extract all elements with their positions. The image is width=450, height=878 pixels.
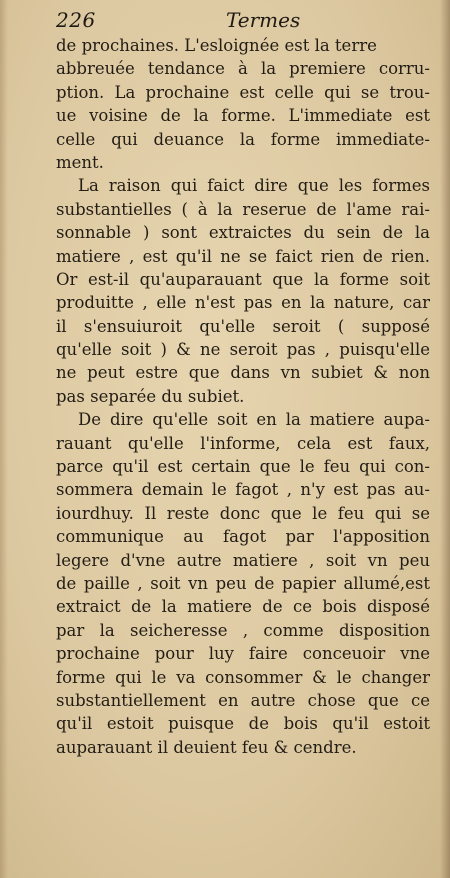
text-line: abbreuée tendance à la premiere corru- bbox=[56, 59, 430, 79]
text-line: de paille , soit vn peu de papier allumé,est bbox=[56, 573, 430, 593]
text-line: pas separée du subiet. bbox=[56, 386, 245, 406]
text-line: extraict de la matiere de ce bois disposé bbox=[56, 597, 430, 617]
text-line: legere d'vne autre matiere , soit vn peu bbox=[56, 550, 430, 570]
text-line: ption. La prochaine est celle qui se trou- bbox=[56, 82, 430, 102]
text-line: prochaine pour luy faire conceuoir vne bbox=[56, 644, 430, 664]
page-edge-shadow bbox=[0, 0, 8, 878]
text-line: substantielles ( à la reserue de l'ame rai- bbox=[56, 199, 430, 219]
text-line: parce qu'il est certain que le feu qui con- bbox=[56, 457, 430, 477]
page-header bbox=[56, 6, 430, 32]
text-line: substantiellement en autre chose que ce bbox=[56, 690, 430, 710]
text-line: auparauant il deuient feu & cendre. bbox=[56, 737, 357, 757]
text-line: ne peut estre que dans vn subiet & non bbox=[56, 363, 430, 383]
page-gutter-shadow bbox=[440, 0, 450, 878]
text-line: celle qui deuance la forme immediate- bbox=[56, 129, 430, 149]
text-line: iourdhuy. Il reste donc que le feu qui se bbox=[56, 503, 430, 523]
text-line: forme qui le va consommer & le changer bbox=[56, 667, 430, 687]
text-line: produitte , elle n'est pas en la nature, car bbox=[56, 293, 430, 313]
paragraph-start-line: De dire qu'elle soit en la matiere aupa- bbox=[78, 410, 430, 430]
text-line: rauant qu'elle l'informe, cela est faux, bbox=[56, 433, 430, 453]
text-line: il s'ensuiuroit qu'elle seroit ( supposé bbox=[56, 316, 430, 336]
text-line: Or est-il qu'auparauant que la forme soit bbox=[56, 269, 430, 289]
text-line: de prochaines. L'esloignée est la terre bbox=[56, 36, 377, 55]
text-line: sommera demain le fagot , n'y est pas au- bbox=[56, 480, 430, 500]
body-text bbox=[56, 34, 430, 759]
text-line: ue voisine de la forme. L'immediate est bbox=[56, 106, 430, 126]
text-line: matiere , est qu'il ne se faict rien de rien. bbox=[56, 246, 430, 266]
page-number: 226 bbox=[56, 8, 96, 32]
paragraph-start-line: La raison qui faict dire que les formes bbox=[78, 176, 430, 196]
text-line: par la seicheresse , comme disposition bbox=[56, 620, 430, 640]
text-line: qu'il estoit puisque de bois qu'il estoit bbox=[56, 714, 430, 734]
running-head: Termes bbox=[226, 8, 301, 32]
text-line: communique au fagot par l'apposition bbox=[56, 527, 430, 547]
text-line: qu'elle soit ) & ne seroit pas , puisqu'elle bbox=[56, 340, 430, 360]
text-line: sonnable ) sont extraictes du sein de la bbox=[56, 223, 430, 243]
text-line: ment. bbox=[56, 152, 104, 172]
